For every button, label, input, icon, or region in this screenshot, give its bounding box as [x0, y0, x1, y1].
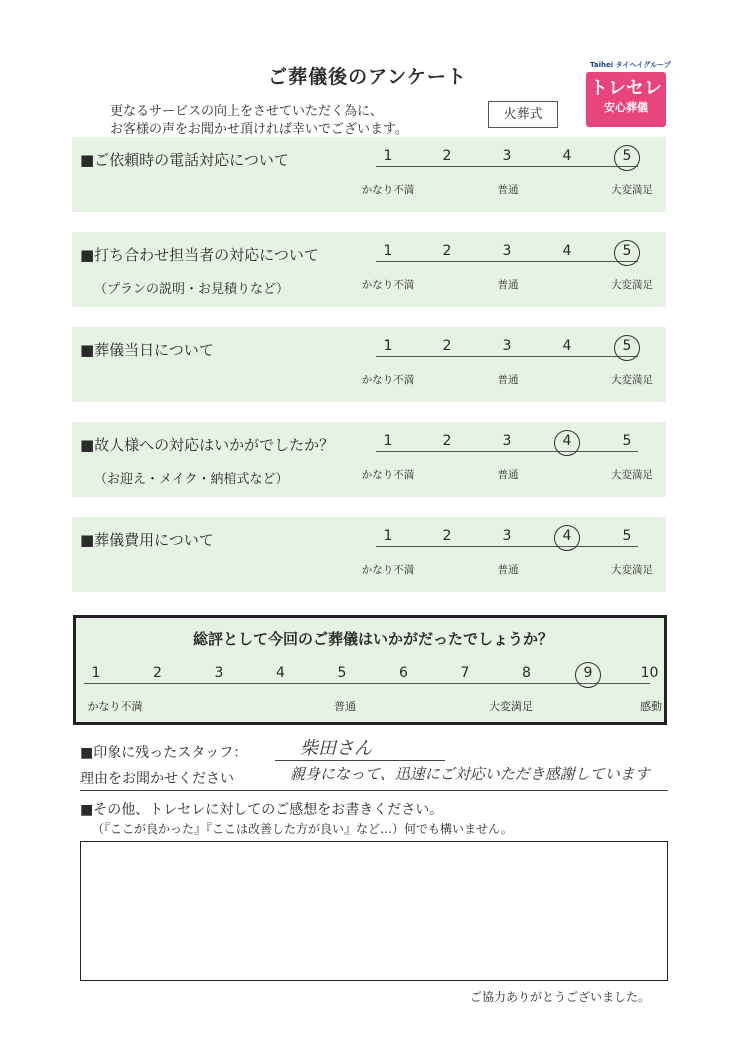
scale-anchor-high: 大変満足	[611, 469, 653, 481]
reason-value[interactable]: 親身になって、迅速にご対応いただき感謝しています	[290, 765, 650, 783]
rating-scale-line	[376, 546, 638, 547]
rating-scale-line	[376, 261, 638, 262]
overall-option-10[interactable]: 10	[640, 665, 659, 681]
ceremony-type-box: 火葬式	[488, 101, 558, 128]
question-label: ■ご依頼時の電話対応について	[80, 151, 289, 169]
overall-selected-circle	[575, 662, 601, 688]
selected-rating-circle	[554, 525, 580, 551]
rating-option-1[interactable]: 1	[383, 243, 393, 259]
overall-option-8[interactable]: 8	[522, 665, 531, 681]
rating-option-2[interactable]: 2	[442, 338, 452, 354]
overall-option-2[interactable]: 2	[153, 665, 162, 681]
staff-label: ■印象に残ったスタッフ：	[80, 745, 248, 761]
question-label: ■葬儀費用について	[80, 531, 214, 549]
overall-anchor-low: かなり不満	[87, 700, 143, 713]
question-label: ■葬儀当日について	[80, 341, 214, 359]
rating-option-1[interactable]: 1	[383, 338, 393, 354]
overall-title: 総評として今回のご葬儀はいかがだったでしょうか？	[192, 630, 553, 648]
scale-anchor-low: かなり不満	[361, 374, 415, 386]
rating-option-2[interactable]: 2	[442, 433, 452, 449]
rating-option-2[interactable]: 2	[442, 243, 452, 259]
rating-option-5[interactable]: 5	[622, 433, 632, 449]
selected-rating-circle	[554, 430, 580, 456]
overall-option-5[interactable]: 5	[337, 665, 347, 681]
overall-option-7[interactable]: 7	[460, 665, 470, 681]
intro-line-2: お客様の声をお聞かせ頂ければ幸いでございます。	[110, 122, 408, 137]
selected-rating-circle	[614, 145, 640, 171]
overall-rating-panel	[73, 615, 667, 725]
scale-anchor-mid: 普通	[497, 564, 519, 576]
rating-option-3[interactable]: 3	[502, 433, 512, 449]
scale-anchor-high: 大変満足	[611, 184, 653, 196]
overall-scale-line	[84, 683, 650, 684]
overall-option-9[interactable]: 9	[583, 665, 593, 681]
overall-anchor-high: 大変満足	[489, 700, 533, 713]
scale-anchor-high: 大変満足	[611, 279, 653, 291]
selected-rating-circle	[614, 240, 640, 266]
rating-option-4[interactable]: 4	[562, 433, 572, 449]
brand-group-label: Taihei タイヘイグループ	[590, 61, 671, 69]
comments-label: ■その他、トレセレに対してのご感想をお書きください。	[80, 802, 444, 818]
comments-textarea[interactable]	[80, 841, 668, 981]
rating-option-1[interactable]: 1	[383, 148, 393, 164]
scale-anchor-mid: 普通	[497, 279, 519, 291]
rating-option-4[interactable]: 4	[562, 338, 572, 354]
thanks-text: ご協力ありがとうございました。	[470, 990, 651, 1004]
scale-anchor-low: かなり不満	[361, 469, 415, 481]
reason-underline	[80, 790, 668, 791]
rating-option-4[interactable]: 4	[562, 243, 572, 259]
rating-option-5[interactable]: 5	[622, 528, 632, 544]
scale-anchor-mid: 普通	[497, 184, 519, 196]
rating-scale-line	[376, 451, 638, 452]
overall-option-3[interactable]: 3	[214, 665, 224, 681]
rating-option-2[interactable]: 2	[442, 528, 452, 544]
rating-option-3[interactable]: 3	[502, 148, 512, 164]
rating-option-3[interactable]: 3	[502, 528, 512, 544]
rating-option-1[interactable]: 1	[383, 433, 393, 449]
scale-anchor-mid: 普通	[497, 469, 519, 481]
question-sublabel: （プランの説明・お見積りなど）	[94, 282, 290, 297]
rating-option-3[interactable]: 3	[502, 243, 512, 259]
brand-logo	[586, 72, 666, 127]
scale-anchor-mid: 普通	[497, 374, 519, 386]
scale-anchor-high: 大変満足	[611, 374, 653, 386]
question-sublabel: （お迎え・メイク・納棺式など）	[94, 472, 289, 487]
question-label: ■故人様への対応はいかがでしたか？	[80, 436, 335, 454]
page-title: ご葬儀後のアンケート	[268, 66, 467, 88]
brand-name: トレセレ	[590, 78, 662, 99]
rating-scale-line	[376, 356, 638, 357]
staff-underline	[275, 760, 445, 761]
comments-hint: （『ここが良かった』『ここは改善した方が良い』など…）何でも構いません。	[92, 822, 513, 836]
reason-label: 理由をお聞かせください	[80, 771, 234, 787]
rating-option-5[interactable]: 5	[622, 338, 632, 354]
scale-anchor-low: かなり不満	[361, 279, 415, 291]
question-label: ■打ち合わせ担当者の対応について	[80, 246, 319, 264]
rating-option-4[interactable]: 4	[562, 148, 572, 164]
overall-anchor-mid: 普通	[334, 700, 356, 713]
scale-anchor-high: 大変満足	[611, 564, 653, 576]
brand-tagline: 安心葬儀	[604, 101, 648, 114]
scale-anchor-low: かなり不満	[361, 184, 415, 196]
rating-scale-line	[376, 166, 638, 167]
rating-option-5[interactable]: 5	[622, 243, 632, 259]
selected-rating-circle	[614, 335, 640, 361]
staff-value[interactable]: 柴田さん	[300, 738, 372, 759]
rating-option-3[interactable]: 3	[502, 338, 512, 354]
scale-anchor-low: かなり不満	[361, 564, 415, 576]
rating-option-1[interactable]: 1	[383, 528, 393, 544]
overall-option-6[interactable]: 6	[399, 665, 408, 681]
overall-option-1[interactable]: 1	[91, 665, 101, 681]
rating-option-5[interactable]: 5	[622, 148, 632, 164]
rating-option-2[interactable]: 2	[442, 148, 452, 164]
overall-anchor-top: 感動	[640, 700, 662, 713]
rating-option-4[interactable]: 4	[562, 528, 572, 544]
overall-option-4[interactable]: 4	[276, 665, 285, 681]
intro-line-1: 更なるサービスの向上をさせていただく為に、	[110, 104, 384, 119]
